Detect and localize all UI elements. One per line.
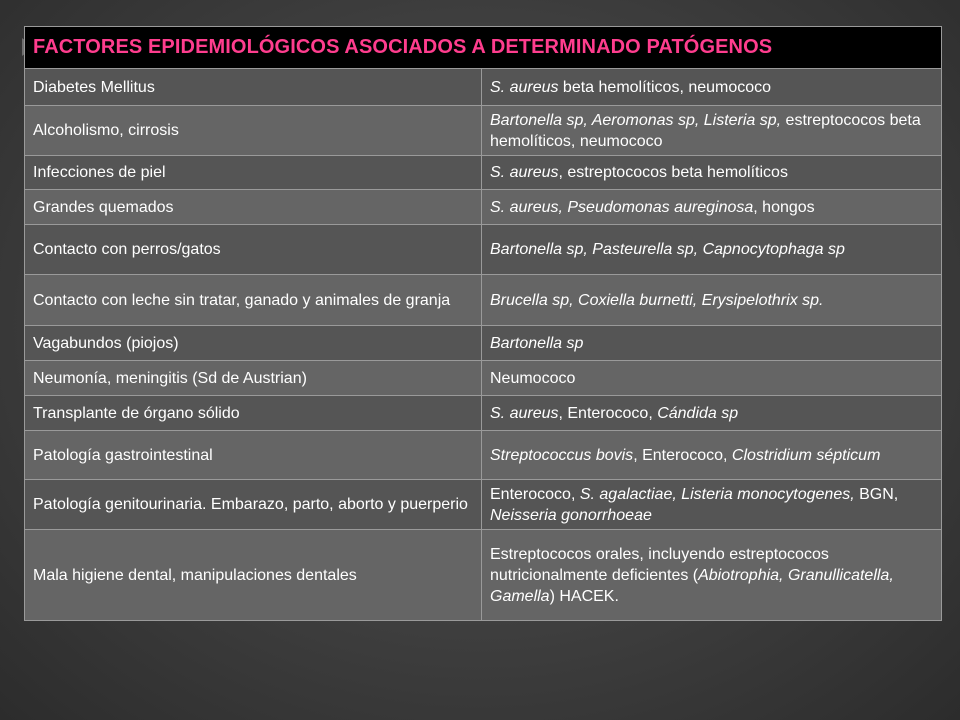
pathogens-cell — [482, 326, 942, 361]
pathogen-text: BGN, — [854, 485, 899, 503]
factor-cell: Alcoholismo, cirrosis — [25, 106, 482, 156]
pathogens-cell — [482, 225, 942, 275]
table-row — [25, 361, 942, 396]
pathogens-cell — [482, 69, 942, 106]
pathogen-text: S. aureus — [490, 164, 559, 181]
table-row — [25, 431, 942, 480]
pathogen-text: Streptococcus bovis — [490, 446, 634, 464]
pathogens-cell — [482, 396, 942, 431]
pathogen-text: Neumococo — [490, 369, 576, 387]
pathogen-text: Cándida sp — [657, 404, 739, 422]
pathogen-text: Bartonella sp — [490, 334, 584, 352]
table-body — [25, 69, 942, 621]
pathogen-text: S. aureus, Pseudomonas aureginosa — [490, 198, 754, 216]
table-row — [25, 69, 942, 106]
pathogens-cell — [482, 480, 942, 530]
pathogen-text: S. aureus — [490, 78, 559, 96]
pathogens-cell — [482, 156, 942, 190]
factor-cell: Mala higiene dental, manipulaciones dentales — [25, 530, 482, 621]
pathogen-text: Brucella sp, Coxiella burnetti, Erysipelothrix sp. — [490, 291, 824, 309]
factor-cell: Infecciones de piel — [25, 156, 482, 190]
pathogen-text: , hongos — [753, 198, 815, 216]
table-title: FACTORES EPIDEMIOLÓGICOS ASOCIADOS A DETERMINADO PATÓGENOS — [25, 27, 942, 69]
pathogen-text: beta hemolíticos, neumococo — [558, 78, 772, 96]
pathogen-text: Enterococo, — [490, 485, 580, 503]
table-row — [25, 275, 942, 326]
table-row — [25, 396, 942, 431]
factor-cell: Grandes quemados — [25, 190, 482, 225]
pathogen-text: Bartonella sp, Aeromonas sp, Listeria sp, — [490, 111, 782, 129]
factor-cell: Contacto con perros/gatos — [25, 225, 482, 275]
factor-cell: Vagabundos (piojos) — [25, 326, 482, 361]
pathogens-cell — [482, 106, 942, 156]
pathogen-text: estreptococos beta hemolíticos, neumococo — [490, 111, 921, 150]
factor-cell: Patología genitourinaria. Embarazo, parto, aborto y puerperio — [25, 480, 482, 530]
pathogens-cell — [482, 431, 942, 480]
pathogens-cell — [482, 275, 942, 326]
table-row — [25, 480, 942, 530]
pathogen-text: Estreptococos orales, incluyendo estreptococos nutricionalmente deficientes ( — [490, 545, 829, 584]
pathogen-text: Abiotrophia, Granullicatella, Gamella — [490, 566, 894, 605]
table-row — [25, 530, 942, 621]
pathogen-text: S. aureus — [490, 404, 559, 422]
factor-cell: Neumonía, meningitis (Sd de Austrian) — [25, 361, 482, 396]
pathogen-text: Neisseria gonorrhoeae — [490, 506, 652, 524]
pathogens-cell — [482, 361, 942, 396]
table-row — [25, 156, 942, 190]
factor-cell: Diabetes Mellitus — [25, 69, 482, 106]
pathogen-text: S. agalactiae, Listeria monocytogenes, — [579, 485, 855, 503]
pathogens-cell — [482, 530, 942, 621]
pathogen-text: Bartonella sp, Pasteurella sp, Capnocytophaga sp — [490, 241, 845, 258]
table-row — [25, 326, 942, 361]
factor-cell: Patología gastrointestinal — [25, 431, 482, 480]
factor-cell: Transplante de órgano sólido — [25, 396, 482, 431]
pathogens-cell — [482, 190, 942, 225]
epidemiological-factors-table — [24, 26, 942, 621]
table-row — [25, 106, 942, 156]
table-row — [25, 190, 942, 225]
pathogen-text: ) HACEK. — [549, 587, 619, 605]
factor-cell: Contacto con leche sin tratar, ganado y animales de granja — [25, 275, 482, 326]
pathogen-text: Clostridium sépticum — [731, 446, 881, 464]
pathogen-text: , Enterococo, — [633, 446, 732, 464]
table-row — [25, 225, 942, 275]
pathogen-text: , Enterococo, — [558, 404, 658, 422]
pathogen-text: , estreptococos beta hemolíticos — [558, 164, 788, 181]
